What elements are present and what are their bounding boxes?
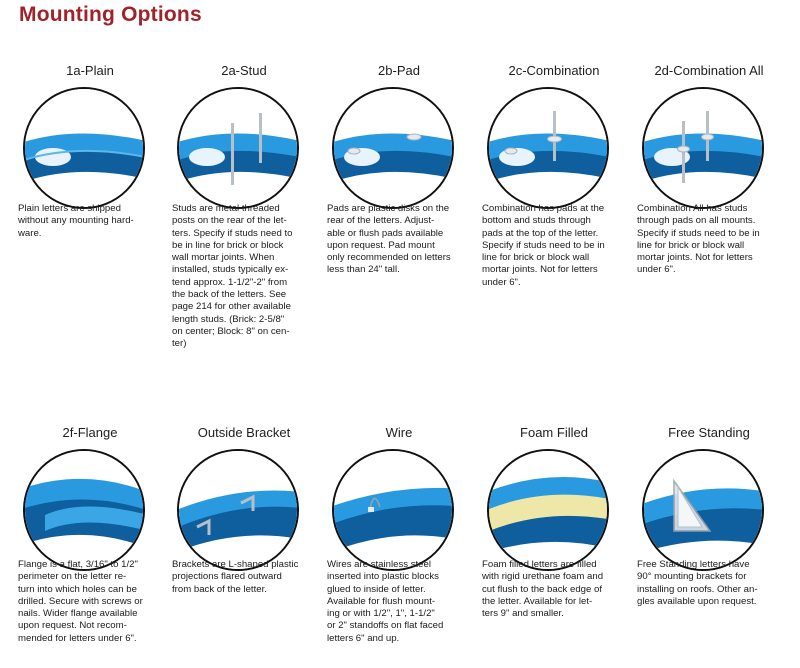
- flange-mount-icon: [23, 449, 145, 571]
- option-title: 2a-Stud: [221, 63, 267, 78]
- plain-letter-icon: [23, 87, 145, 209]
- option-description: Combination has pads at the bottom and studs through pads at the top of the letter. Specify if studs need to be in line for brick or block wall mortar joints. Not for letters under 6".: [482, 203, 605, 288]
- option-title: 2f-Flange: [62, 425, 118, 440]
- combination-mount-icon: [487, 87, 609, 209]
- option-description: Pads are plastic disks on the rear of the letters. Adjust- able or flush pads available upon request. Pad mount only recommended on letters less than 24" tall.: [327, 203, 451, 276]
- option-title: Outside Bracket: [197, 425, 291, 440]
- option-title: 1a-Plain: [66, 63, 114, 78]
- combination-all-mount-icon: [642, 87, 764, 209]
- option-description: Studs are metal threaded posts on the rear of the let- ters. Specify if studs need to be in line for brick or block wall mortar joints. When installed, studs typically ex- tend approx. 1-1/2"-2" from the back of the letters. See page 214 for other available length studs. (Brick: 2-5/8" on center; Block: 8" on cen- ter): [172, 203, 293, 350]
- stud-mount-icon: [177, 87, 299, 209]
- option-description: Flange is a flat, 3/16" to 1/2" perimeter on the letter re- turn into which holes can be drilled. Secure with screws or nails. Wider flange available upon request. Not recom- mended for letters under 6".: [18, 559, 143, 644]
- option-description: Brackets are L-shaped plastic projections flared outward from back of the letter.: [172, 559, 299, 595]
- option-title: 2d-Combination All: [654, 63, 764, 78]
- option-title: Wire: [385, 425, 413, 440]
- page-title: Mounting Options: [19, 3, 202, 26]
- option-title: Foam Filled: [520, 425, 588, 440]
- option-description: Combination All has studs through pads on all mounts. Specify if studs need to be in line for brick or block wall mortar joints. Not for letters under 6".: [637, 203, 760, 276]
- option-title: 2c-Combination: [508, 63, 600, 78]
- wire-mount-icon: [332, 449, 454, 571]
- option-description: Free Standing letters have 90° mounting brackets for installing on roofs. Other an- gles available upon request.: [637, 559, 758, 607]
- free-standing-icon: [642, 449, 764, 571]
- option-description: Plain letters are shipped without any mounting hard- ware.: [18, 203, 134, 239]
- foam-filled-icon: [487, 449, 609, 571]
- option-description: Wires are stainless steel inserted into plastic blocks glued to inside of letter. Available for flush mount- ing or with 1/2", 1", 1-1/2" or 2" standoffs on flat faced letters 6" and up.: [327, 559, 444, 644]
- outside-bracket-icon: [177, 449, 299, 571]
- option-description: Foam filled letters are filled with rigid urethane foam and cut flush to the back edge of the letter. Available for let- ters 9" and smaller.: [482, 559, 604, 620]
- pad-mount-icon: [332, 87, 454, 209]
- option-title: 2b-Pad: [378, 63, 420, 78]
- option-title: Free Standing: [668, 425, 750, 440]
